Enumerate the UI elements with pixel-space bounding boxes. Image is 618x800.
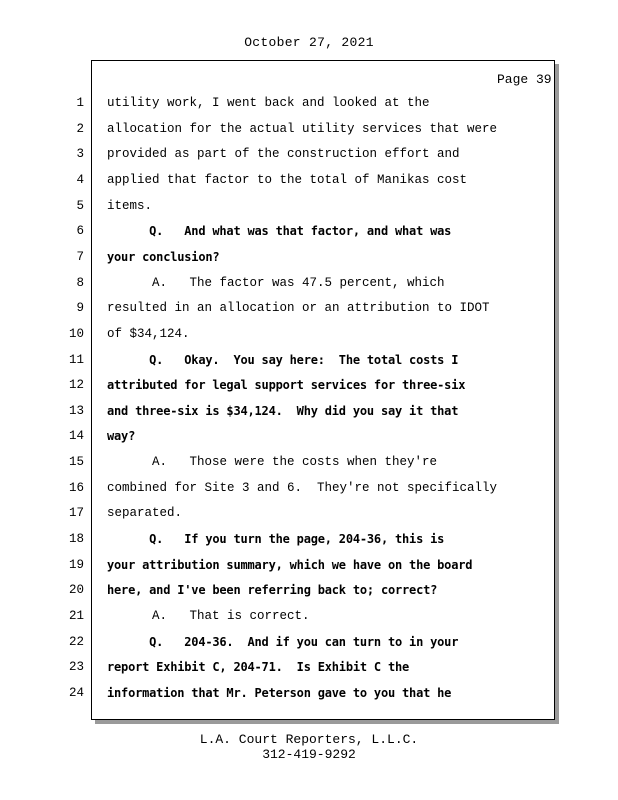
transcript-line bbox=[0, 143, 618, 165]
line-number: 1 bbox=[76, 96, 84, 110]
line-text: A. That is correct. bbox=[107, 609, 310, 623]
line-text: allocation for the actual utility services that were bbox=[107, 121, 498, 136]
line-text: utility work, I went back and looked at the bbox=[107, 96, 430, 110]
transcript-line bbox=[0, 502, 618, 524]
transcript-line bbox=[0, 682, 618, 704]
transcript-line bbox=[0, 195, 618, 217]
line-text: and three-six is $34,124. Why did you say it that bbox=[107, 403, 459, 418]
line-number: 9 bbox=[76, 301, 84, 316]
line-text: separated. bbox=[107, 506, 183, 521]
line-text: A. Those were the costs when they're bbox=[107, 455, 438, 470]
transcript-line bbox=[0, 425, 618, 447]
line-text: combined for Site 3 and 6. They're not specifically bbox=[107, 480, 498, 495]
header-date: October 27, 2021 bbox=[244, 35, 374, 50]
line-number: 18 bbox=[68, 532, 84, 547]
line-text: provided as part of the construction effort and bbox=[107, 147, 460, 162]
line-text: applied that factor to the total of Manikas cost bbox=[107, 172, 468, 187]
transcript-line bbox=[0, 451, 618, 473]
transcript-line bbox=[0, 554, 618, 576]
transcript-line bbox=[0, 92, 618, 114]
transcript-line bbox=[0, 477, 618, 499]
transcript-line bbox=[0, 169, 618, 191]
line-text: items. bbox=[107, 198, 153, 213]
transcript-line bbox=[0, 631, 618, 653]
page-number-label: Page 39 bbox=[497, 72, 552, 87]
line-text: your conclusion? bbox=[107, 249, 220, 264]
line-number: 7 bbox=[76, 249, 84, 264]
transcript-line bbox=[0, 605, 618, 627]
line-text: your attribution summary, which we have on the board bbox=[107, 557, 473, 572]
transcript-line bbox=[0, 220, 618, 242]
line-number: 3 bbox=[76, 147, 84, 162]
transcript-line bbox=[0, 246, 618, 268]
footer-company: L.A. Court Reporters, L.L.C. bbox=[199, 732, 419, 747]
footer-phone: 312-419-9292 bbox=[262, 747, 356, 762]
line-number: 5 bbox=[76, 198, 84, 213]
line-text: Q. If you turn the page, 204-36, this is bbox=[107, 532, 445, 547]
line-text: Q. 204-36. And if you can turn to in your bbox=[107, 634, 459, 649]
line-number: 14 bbox=[68, 429, 84, 444]
transcript-line bbox=[0, 297, 618, 319]
line-number: 8 bbox=[76, 275, 84, 290]
line-number: 15 bbox=[68, 455, 84, 470]
transcript-line bbox=[0, 400, 618, 422]
line-number: 22 bbox=[68, 634, 84, 649]
transcript-line bbox=[0, 272, 618, 294]
transcript-line bbox=[0, 118, 618, 140]
transcript-line bbox=[0, 656, 618, 678]
transcript-line bbox=[0, 579, 618, 601]
line-number: 2 bbox=[76, 121, 84, 136]
line-number: 16 bbox=[68, 480, 84, 495]
line-text: attributed for legal support services for three-six bbox=[107, 378, 466, 393]
line-number: 10 bbox=[68, 326, 84, 341]
footer bbox=[0, 732, 618, 762]
line-number: 24 bbox=[68, 685, 84, 700]
line-number: 6 bbox=[76, 224, 84, 239]
line-number: 12 bbox=[68, 378, 84, 393]
line-number: 13 bbox=[68, 403, 84, 418]
line-text: report Exhibit C, 204-71. Is Exhibit C the bbox=[107, 660, 410, 675]
line-text: here, and I've been referring back to; correct? bbox=[107, 583, 438, 598]
line-number: 4 bbox=[76, 172, 84, 187]
line-text: information that Mr. Peterson gave to you that he bbox=[107, 685, 452, 700]
transcript-line bbox=[0, 528, 618, 550]
line-text: of $34,124. bbox=[107, 326, 190, 341]
line-text: Q. Okay. You say here: The total costs I bbox=[107, 352, 459, 367]
line-number: 20 bbox=[68, 583, 84, 598]
line-number: 21 bbox=[68, 609, 84, 623]
line-number: 17 bbox=[68, 506, 84, 521]
transcript-line bbox=[0, 349, 618, 371]
line-text: resulted in an allocation or an attribution to IDOT bbox=[107, 301, 490, 316]
transcript-line bbox=[0, 374, 618, 396]
line-number: 19 bbox=[68, 557, 84, 572]
line-text: Q. And what was that factor, and what was bbox=[107, 224, 452, 239]
line-text: way? bbox=[107, 429, 136, 444]
line-number: 23 bbox=[68, 660, 84, 675]
transcript-line bbox=[0, 323, 618, 345]
line-text: A. The factor was 47.5 percent, which bbox=[107, 275, 445, 290]
line-number: 11 bbox=[68, 352, 84, 367]
